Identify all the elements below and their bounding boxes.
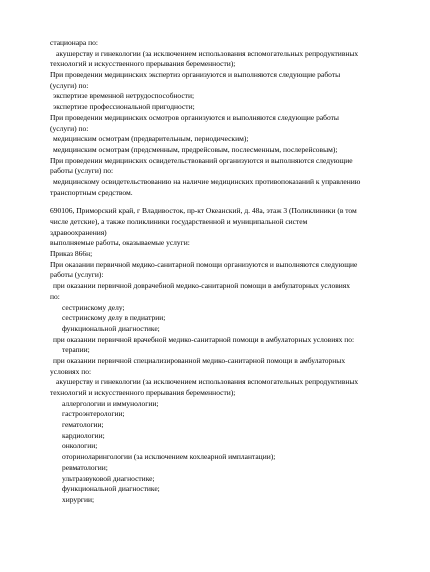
paragraph-gap — [50, 198, 395, 206]
text-line: условиях по: — [50, 366, 92, 376]
text-line: сестринскому делу в педиатрии; — [62, 313, 166, 323]
text-line: работы (услуги): — [50, 270, 104, 280]
text-line: При проведении медицинских осмотров организуются и выполняются следующие работы — [50, 112, 339, 122]
text-line: технологий и искусственного прерывания беременности); — [50, 59, 236, 69]
text-line: кардиологии; — [62, 430, 105, 440]
text-line: медицинскому освидетельствованию на наличие медицинских противопоказаний к управлению — [53, 176, 361, 186]
text-line: При оказании первичной медико-санитарной помощи организуются и выполняются следующие — [50, 259, 358, 269]
address-line: 690106, Приморский край, г Владивосток, пр-кт Океанский, д. 48а, этаж 3 (Поликлиники (в том — [50, 206, 357, 216]
text-line: экспертизе временной нетрудоспособности; — [53, 91, 195, 101]
text-line: медицинским осмотрам (предсменным, предрейсовым, послесменным, послерейсовым); — [53, 144, 338, 154]
text-line: стационара по: — [50, 38, 98, 47]
text-line: (услуги) по: — [50, 80, 89, 90]
text-line: ультразвуковой диагностике; — [62, 473, 155, 483]
document-text — [50, 38, 395, 506]
text-line: онкологии; — [62, 441, 98, 451]
text-line: при оказании первичной специализированной медико-санитарной помощи в амбулаторных — [53, 355, 346, 365]
text-line: медицинским осмотрам (предварительным, периодическим); — [53, 134, 249, 144]
text-line: экспертизе профессиональной пригодности; — [53, 102, 195, 112]
text-line: работы (услуги) по: — [50, 166, 114, 176]
text-line: Приказ 866н; — [50, 249, 93, 259]
text-line: здравоохранения) — [50, 227, 107, 237]
text-line: ревматологии; — [62, 462, 108, 472]
text-line: терапии; — [62, 345, 90, 355]
text-line: аллергологии и иммунологии; — [62, 398, 159, 408]
text-line: акушерству и гинекологии (за исключением использования вспомогательных репродуктивных — [56, 48, 359, 58]
text-line: При проведении медицинских экспертиз организуются и выполняются следующие работы — [50, 70, 341, 80]
text-line: при оказании первичной врачебной медико-санитарной помощи в амбулаторных условиях по: — [53, 334, 355, 344]
text-line: хирургии; — [62, 494, 95, 504]
text-line: (услуги) по: — [50, 123, 89, 133]
text-line: транспортным средством. — [50, 187, 133, 197]
text-line: сестринскому делу; — [62, 302, 125, 312]
text-line: при оказании первичной доврачебной медико-санитарной помощи в амбулаторных условиях — [53, 281, 350, 291]
text-line: технологий и искусственного прерывания беременности); — [50, 388, 236, 397]
text-line: При проведении медицинских освидетельствований организуются и выполняются следующие — [50, 155, 353, 165]
text-line: акушерству и гинекологии (за исключением использования вспомогательных репродуктивных — [56, 377, 359, 387]
text-line: числе детские), а также поликлиники государственной и муниципальной систем — [50, 217, 308, 226]
text-line: функциональной диагностике; — [62, 323, 160, 333]
text-line: гематологии; — [62, 420, 104, 430]
text-line: по: — [50, 291, 60, 301]
text-line: оториноларингологии (за исключением кохлеарной имплантации); — [62, 452, 276, 462]
text-line: гастроэнтерологии; — [62, 409, 125, 419]
text-line: функциональной диагностике; — [62, 484, 160, 494]
text-line: выполняемые работы, оказываемые услуги: — [50, 238, 190, 248]
